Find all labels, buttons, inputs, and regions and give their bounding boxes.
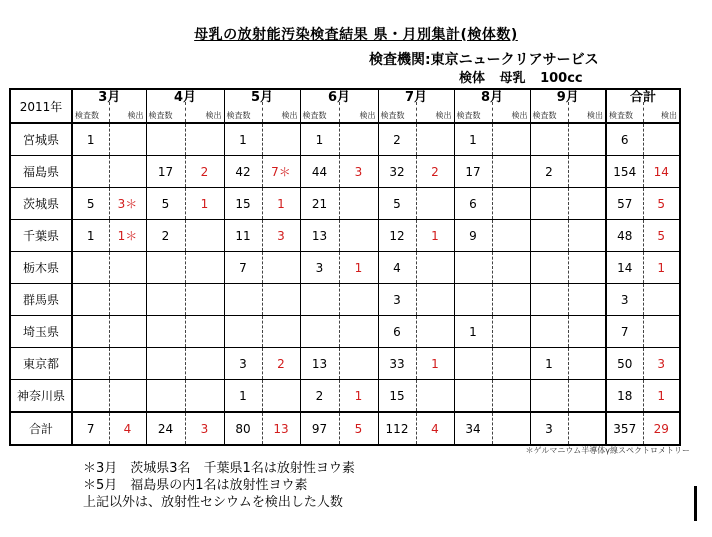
detected-count-cell (109, 380, 146, 413)
total-detected-count-cell: 5 (643, 188, 680, 220)
table-row (10, 123, 680, 156)
prefecture-cell: 東京都 (10, 348, 72, 380)
test-count-cell (224, 284, 262, 316)
notes (83, 460, 355, 511)
sample-amount: 100cc (540, 71, 583, 86)
test-count-cell (72, 316, 109, 348)
total-column-header (606, 89, 680, 123)
sub-header-count: 検査数 (302, 111, 327, 120)
sub-header-detect: 検出 (281, 111, 298, 120)
column-divider (492, 102, 493, 122)
test-count-cell (72, 284, 109, 316)
sub-header-count: 検査数 (226, 111, 251, 120)
test-count-cell (146, 348, 185, 380)
test-count-cell: 2 (146, 220, 185, 252)
test-count-cell (72, 348, 109, 380)
month-label: 8月 (480, 90, 504, 105)
test-count-cell (300, 284, 339, 316)
detected-count-cell: 5 (339, 412, 378, 445)
sub-header-detect: 検出 (511, 111, 528, 120)
test-count-cell (72, 252, 109, 284)
detected-count-cell (492, 412, 530, 445)
prefecture-cell: 宮城県 (10, 123, 72, 156)
detected-count-cell: 13 (262, 412, 300, 445)
detected-count-cell (568, 220, 606, 252)
page-title: 母乳の放射能汚染検査結果 県・月別集計(検体数) (194, 27, 518, 43)
test-count-cell (454, 348, 492, 380)
column-divider (568, 102, 569, 122)
test-count-cell: 1 (300, 123, 339, 156)
month-label: 6月 (327, 90, 351, 105)
month-label: 4月 (173, 90, 197, 105)
month-label: 合計 (629, 90, 656, 105)
test-count-cell: 13 (300, 348, 339, 380)
detected-count-cell (568, 284, 606, 316)
test-count-cell: 42 (224, 156, 262, 188)
test-count-cell: 15 (224, 188, 262, 220)
test-count-cell (146, 123, 185, 156)
detected-count-cell (262, 316, 300, 348)
month-header (454, 89, 530, 123)
sub-header-detect: 検出 (205, 111, 222, 120)
total-detected-count-cell: 14 (643, 156, 680, 188)
column-divider (643, 102, 644, 122)
month-header (530, 89, 606, 123)
test-count-cell (530, 316, 568, 348)
test-count-cell (454, 380, 492, 413)
table-row (10, 252, 680, 284)
total-detected-count-cell: 29 (643, 412, 680, 445)
test-count-cell (146, 316, 185, 348)
test-count-cell: 4 (378, 252, 416, 284)
total-test-count-cell: 6 (606, 123, 643, 156)
detected-count-cell (339, 284, 378, 316)
test-count-cell: 34 (454, 412, 492, 445)
test-count-cell: 7 (72, 412, 109, 445)
month-header (378, 89, 454, 123)
test-count-cell (530, 188, 568, 220)
total-detected-count-cell: 5 (643, 220, 680, 252)
total-detected-count-cell (643, 284, 680, 316)
sub-header-count: 検査数 (75, 111, 99, 120)
detected-count-cell (262, 284, 300, 316)
detected-count-cell (339, 123, 378, 156)
test-count-cell: 1 (454, 123, 492, 156)
test-count-cell (530, 220, 568, 252)
total-test-count-cell: 50 (606, 348, 643, 380)
test-count-cell (300, 316, 339, 348)
detected-count-cell (185, 220, 224, 252)
detected-count-cell (339, 188, 378, 220)
test-count-cell (146, 284, 185, 316)
detected-count-cell (492, 284, 530, 316)
test-count-cell: 5 (146, 188, 185, 220)
prefecture-cell: 群馬県 (10, 284, 72, 316)
column-divider (339, 102, 340, 122)
test-count-cell: 1 (454, 316, 492, 348)
detected-count-cell (568, 348, 606, 380)
detected-count-cell: 1＊ (109, 220, 146, 252)
month-label: 9月 (556, 90, 579, 105)
total-test-count-cell: 3 (606, 284, 643, 316)
total-test-count-cell: 18 (606, 380, 643, 413)
total-detected-count-cell: 3 (643, 348, 680, 380)
month-header (72, 89, 146, 123)
detected-count-cell: 4 (416, 412, 454, 445)
detected-count-cell: 3 (339, 156, 378, 188)
total-test-count-cell: 154 (606, 156, 643, 188)
test-count-cell: 80 (224, 412, 262, 445)
sample-label: 検体 (459, 71, 486, 86)
sub-header-detect: 検出 (661, 111, 677, 120)
test-count-cell (530, 123, 568, 156)
detected-count-cell (109, 252, 146, 284)
detected-count-cell: 7＊ (262, 156, 300, 188)
detected-count-cell (492, 188, 530, 220)
test-count-cell: 32 (378, 156, 416, 188)
test-count-cell: 3 (300, 252, 339, 284)
detected-count-cell (568, 380, 606, 413)
test-count-cell: 2 (530, 156, 568, 188)
prefecture-cell: 福島県 (10, 156, 72, 188)
test-count-cell (530, 284, 568, 316)
detected-count-cell (339, 316, 378, 348)
detected-count-cell (185, 123, 224, 156)
detected-count-cell: 3 (262, 220, 300, 252)
detected-count-cell: 1 (262, 188, 300, 220)
table-header-row (10, 89, 680, 123)
detected-count-cell: 4 (109, 412, 146, 445)
test-count-cell: 1 (530, 348, 568, 380)
detected-count-cell (416, 123, 454, 156)
month-header (146, 89, 224, 123)
total-test-count-cell: 14 (606, 252, 643, 284)
detected-count-cell: 1 (339, 252, 378, 284)
column-divider (262, 102, 263, 122)
detected-count-cell (262, 123, 300, 156)
test-count-cell: 24 (146, 412, 185, 445)
detected-count-cell (416, 284, 454, 316)
total-detected-count-cell (643, 123, 680, 156)
detected-count-cell (185, 380, 224, 413)
table-row (10, 156, 680, 188)
detected-count-cell (492, 220, 530, 252)
prefecture-cell: 埼玉県 (10, 316, 72, 348)
detected-count-cell (109, 123, 146, 156)
detected-count-cell: 1 (416, 220, 454, 252)
detected-count-cell (416, 252, 454, 284)
test-count-cell: 7 (224, 252, 262, 284)
test-count-cell: 17 (146, 156, 185, 188)
detected-count-cell (262, 380, 300, 413)
detected-count-cell (568, 412, 606, 445)
column-divider (109, 102, 110, 122)
detected-count-cell (339, 348, 378, 380)
test-count-cell: 13 (300, 220, 339, 252)
detected-count-cell (109, 348, 146, 380)
total-test-count-cell: 57 (606, 188, 643, 220)
month-header (224, 89, 300, 123)
detected-count-cell: 1 (416, 348, 454, 380)
testing-organization: 検査機関:東京ニュークリアサービス (369, 52, 599, 68)
sub-header-detect: 検出 (359, 111, 376, 120)
prefecture-cell: 茨城県 (10, 188, 72, 220)
note-line: ＊3月 茨城県3名 千葉県1名は放射性ヨウ素 (83, 461, 355, 476)
total-test-count-cell: 357 (606, 412, 643, 445)
detected-count-cell (492, 156, 530, 188)
test-count-cell: 33 (378, 348, 416, 380)
test-count-cell: 1 (224, 123, 262, 156)
test-count-cell (530, 380, 568, 413)
prefecture-cell: 合計 (10, 412, 72, 445)
month-header (300, 89, 378, 123)
detected-count-cell (339, 220, 378, 252)
detected-count-cell (492, 252, 530, 284)
test-count-cell: 3 (224, 348, 262, 380)
month-label: 5月 (250, 90, 274, 105)
test-count-cell (530, 252, 568, 284)
sub-header-detect: 検出 (435, 111, 452, 120)
table-row (10, 316, 680, 348)
sub-header-count: 検査数 (532, 111, 557, 120)
table-row (10, 188, 680, 220)
sub-header-count: 検査数 (148, 111, 173, 120)
total-test-count-cell: 7 (606, 316, 643, 348)
note-line: ＊5月 福島県の内1名は放射性ヨウ素 (83, 478, 308, 493)
test-count-cell: 44 (300, 156, 339, 188)
detected-count-cell (492, 123, 530, 156)
total-detected-count-cell: 1 (643, 380, 680, 413)
table-row (10, 284, 680, 316)
prefecture-cell: 栃木県 (10, 252, 72, 284)
sub-header-detect: 検出 (127, 111, 144, 120)
total-row (10, 412, 680, 445)
total-detected-count-cell: 1 (643, 252, 680, 284)
test-count-cell: 1 (72, 220, 109, 252)
sub-header-count: 検査数 (609, 111, 633, 120)
test-count-cell (72, 156, 109, 188)
detected-count-cell: 1 (339, 380, 378, 413)
test-count-cell: 5 (378, 188, 416, 220)
month-label: 3月 (98, 90, 121, 105)
detected-count-cell (185, 316, 224, 348)
test-count-cell: 21 (300, 188, 339, 220)
results-table (9, 88, 681, 446)
detected-count-cell: 1 (185, 188, 224, 220)
test-count-cell (454, 284, 492, 316)
detected-count-cell (185, 348, 224, 380)
test-count-cell (454, 252, 492, 284)
detected-count-cell (185, 284, 224, 316)
method-footnote: ＊ゲルマニウム半導体γ線スペクトロメトリー (525, 446, 690, 455)
test-count-cell (224, 316, 262, 348)
column-divider (185, 102, 186, 122)
test-count-cell (72, 380, 109, 413)
detected-count-cell (109, 284, 146, 316)
detected-count-cell (416, 380, 454, 413)
test-count-cell: 2 (378, 123, 416, 156)
table-row (10, 348, 680, 380)
year-header: 2011年 (10, 89, 72, 123)
test-count-cell: 11 (224, 220, 262, 252)
detected-count-cell (568, 123, 606, 156)
detected-count-cell (185, 252, 224, 284)
detected-count-cell: 3 (185, 412, 224, 445)
test-count-cell: 1 (72, 123, 109, 156)
sub-header-count: 検査数 (456, 111, 481, 120)
test-count-cell: 6 (378, 316, 416, 348)
detected-count-cell (568, 252, 606, 284)
detected-count-cell (416, 188, 454, 220)
table-row (10, 220, 680, 252)
test-count-cell: 3 (530, 412, 568, 445)
test-count-cell: 5 (72, 188, 109, 220)
test-count-cell (146, 380, 185, 413)
test-count-cell: 6 (454, 188, 492, 220)
detected-count-cell (492, 316, 530, 348)
sample-type: 母乳 (499, 71, 526, 86)
test-count-cell (146, 252, 185, 284)
detected-count-cell (492, 380, 530, 413)
test-count-cell: 112 (378, 412, 416, 445)
detected-count-cell (262, 252, 300, 284)
detected-count-cell: 2 (416, 156, 454, 188)
test-count-cell: 17 (454, 156, 492, 188)
test-count-cell: 1 (224, 380, 262, 413)
detected-count-cell (109, 316, 146, 348)
sub-header-count: 検査数 (380, 111, 405, 120)
test-count-cell: 97 (300, 412, 339, 445)
detected-count-cell (492, 348, 530, 380)
test-count-cell: 2 (300, 380, 339, 413)
column-divider (416, 102, 417, 122)
detected-count-cell: 2 (262, 348, 300, 380)
test-count-cell: 3 (378, 284, 416, 316)
total-test-count-cell: 48 (606, 220, 643, 252)
prefecture-cell: 千葉県 (10, 220, 72, 252)
detected-count-cell (568, 316, 606, 348)
month-label: 7月 (404, 90, 428, 105)
test-count-cell: 12 (378, 220, 416, 252)
detected-count-cell (109, 156, 146, 188)
prefecture-cell: 神奈川県 (10, 380, 72, 413)
table-row (10, 380, 680, 413)
total-detected-count-cell (643, 316, 680, 348)
sample-info (459, 67, 583, 86)
detected-count-cell: 3＊ (109, 188, 146, 220)
detected-count-cell (416, 316, 454, 348)
note-line: 上記以外は、放射性セシウムを検出した人数 (83, 495, 343, 510)
test-count-cell: 15 (378, 380, 416, 413)
text-cursor (694, 486, 697, 521)
detected-count-cell (568, 188, 606, 220)
detected-count-cell: 2 (185, 156, 224, 188)
sub-header-detect: 検出 (587, 111, 603, 120)
test-count-cell: 9 (454, 220, 492, 252)
detected-count-cell (568, 156, 606, 188)
